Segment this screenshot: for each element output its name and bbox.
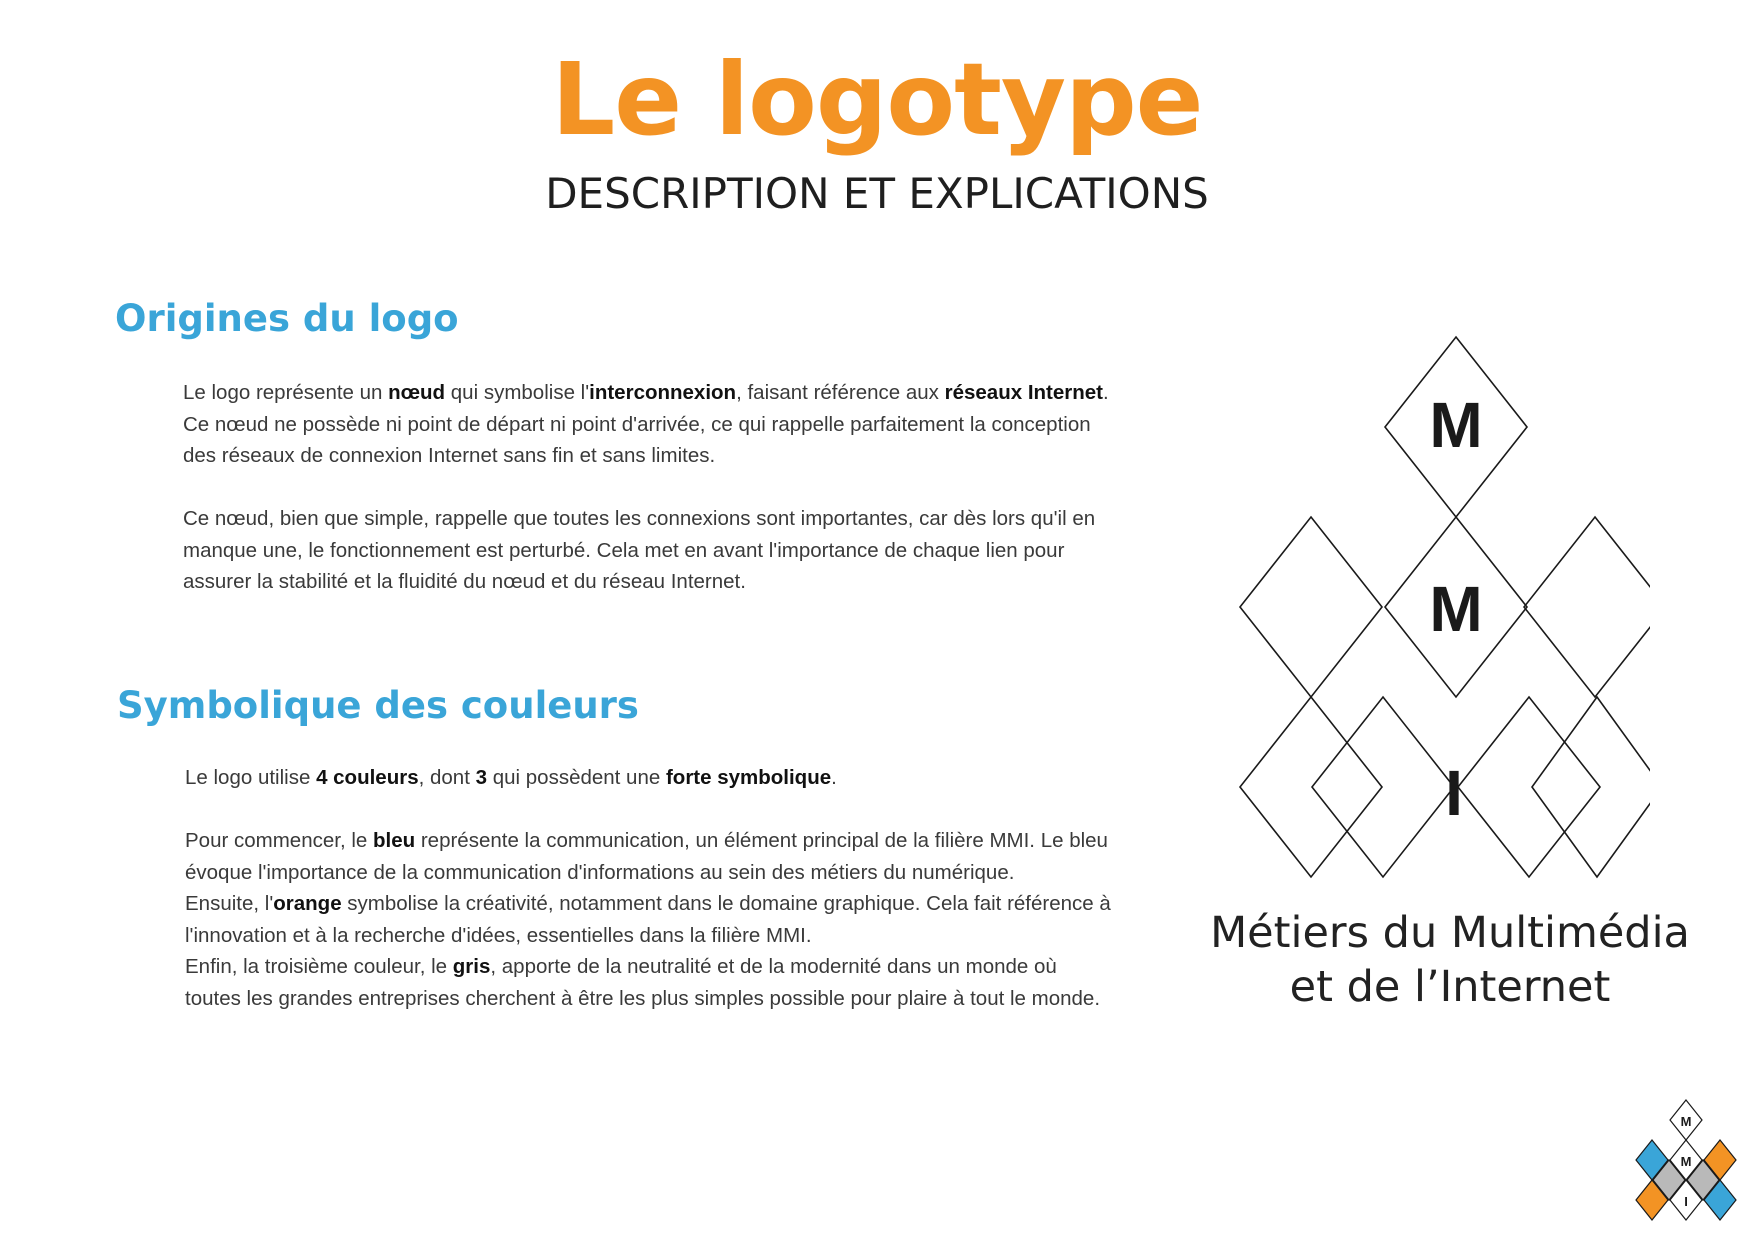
mmi-logo-outline	[1230, 335, 1650, 885]
text-run: Le logo représente un	[183, 381, 389, 404]
logo-caption-line-1: Métiers du Multimédia	[1210, 908, 1690, 958]
origins-paragraph-1	[183, 377, 1113, 472]
bold-keyword: orange	[273, 892, 342, 915]
text-run: Pour commencer, le	[185, 829, 373, 852]
logo-caption-line-2: et de l’Internet	[1289, 962, 1611, 1012]
text-run: Le logo utilise	[185, 766, 317, 789]
page-subtitle: DESCRIPTION ET EXPLICATIONS	[545, 169, 1209, 218]
colors-paragraph-4	[185, 951, 1115, 1014]
small-logo-letter-bottom: I	[1684, 1194, 1688, 1209]
small-logo-letter-middle: M	[1680, 1154, 1692, 1169]
text-run: Enfin, la troisième couleur, le	[185, 955, 453, 978]
logo-letter-middle: M	[1429, 573, 1483, 645]
text-run: .	[831, 766, 837, 789]
small-logo-letter-top: M	[1680, 1114, 1692, 1129]
logo-caption	[1180, 906, 1720, 1014]
text-run: , apporte de la neutralité et de la modernité dans un monde où toutes les grandes entreprises cherchent à être les plus simples possible pour plaire à tout le monde.	[185, 955, 1101, 1010]
bold-keyword: forte symbolique	[665, 766, 832, 789]
colors-paragraph-2	[185, 825, 1115, 888]
text-run: qui symbolise l'	[445, 381, 590, 404]
logo-letter-bottom: I	[1445, 757, 1463, 829]
mmi-logo-color	[1632, 1098, 1740, 1228]
text-run: qui possèdent une	[487, 766, 666, 789]
bold-keyword: réseaux Internet	[944, 381, 1103, 404]
origins-paragraph-2	[183, 503, 1113, 598]
bold-keyword: 3	[475, 766, 488, 789]
text-run: symbolise la créativité, notamment dans le domaine graphique. Cela fait référence à l'innovation et à la recherche d'idées, essentielles dans la filière MMI.	[185, 892, 1111, 947]
origins-text	[183, 377, 1113, 598]
bold-keyword: 4 couleurs	[316, 766, 419, 789]
logo-letter-top: M	[1429, 389, 1483, 461]
text-run: . Ce nœud ne possède ni point de départ ni point d'arrivée, ce qui rappelle parfaitement la conception des réseaux de connexion Internet sans fin et sans limites.	[183, 381, 1109, 467]
text-run: Ensuite, l'	[185, 892, 274, 915]
bold-keyword: gris	[452, 955, 491, 978]
page-title: Le logotype	[551, 41, 1203, 158]
bold-keyword: bleu	[373, 829, 416, 852]
logo-diamond-right-lower	[1458, 697, 1600, 877]
bold-keyword: interconnexion	[589, 381, 737, 404]
colors-paragraph-1	[185, 762, 1115, 794]
colors-text	[185, 762, 1115, 1014]
logo-diamond-left-upper	[1240, 517, 1382, 697]
logo-diamond-right-upper	[1524, 517, 1650, 697]
colors-paragraph-3	[185, 888, 1115, 951]
text-run: Ce nœud, bien que simple, rappelle que toutes les connexions sont importantes, car dès lors qu'il en manque une, le fonctionnement est perturbé. Cela met en avant l'importance de chaque lien pour assurer la stabilité et la fluidité du nœud et du réseau Internet.	[183, 507, 1096, 593]
text-run: , faisant référence aux	[736, 381, 945, 404]
bold-keyword: nœud	[388, 381, 446, 404]
text-run: représente la communication, un élément principal de la filière MMI. Le bleu évoque l'importance de la communication d'informations au sein des métiers du numérique.	[185, 829, 1108, 884]
colors-heading: Symbolique des couleurs	[117, 684, 639, 727]
origins-heading: Origines du logo	[115, 297, 459, 340]
text-run: , dont	[418, 766, 476, 789]
